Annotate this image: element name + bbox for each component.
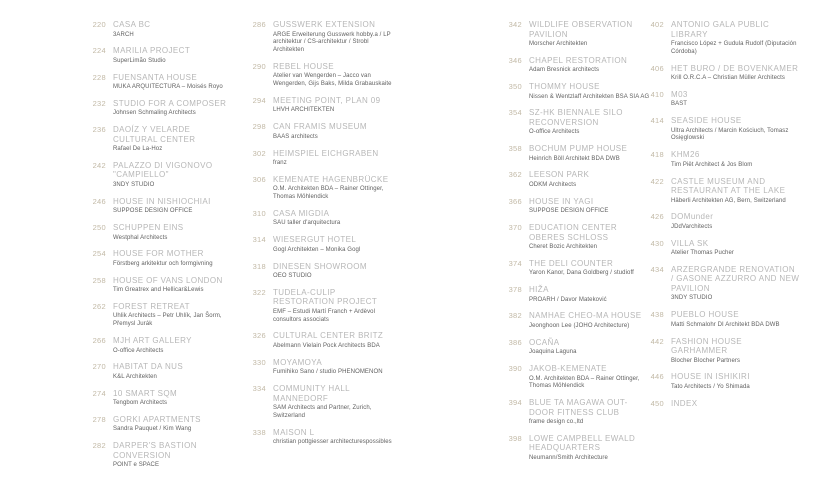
entry-text [273,428,394,447]
entry-text [529,108,652,137]
index-entry [642,265,800,303]
entry-page-number: 418 [650,150,664,160]
entry-text [529,311,652,330]
entry-page-number: 278 [92,414,106,424]
entry-text [529,20,652,49]
index-entry [500,434,652,463]
entry-page-number: 422 [650,176,664,186]
entry-credit: MUKA ARQUITECTURA – Moisés Royo [113,84,223,91]
entry-page-number: 254 [92,249,106,259]
index-entry [642,337,800,366]
entry-page-number: 286 [252,20,266,29]
entry-text [671,90,800,109]
index-entry [244,122,394,141]
index-entry [642,116,800,143]
entry-text [529,223,652,252]
entry-credit: Gogl Architekten – Monika Gogl [273,246,361,253]
index-column-4 [642,20,800,417]
entry-page-number: 430 [650,238,664,248]
entry-text [113,389,234,408]
entry-title: EDUCATION CENTER OBERES SCHLOSS [529,223,618,242]
entry-title: KEMENATE HAGENBRÜCKE [273,174,389,184]
entry-text [273,235,394,254]
entry-credit: Fumihiko Sano / studio PHENOMENON [273,369,383,376]
entry-credit: O.M. Architekten BDA – Rainer Ottinger, Thomas Möhlendick [529,375,640,390]
entry-credit: OEO STUDIO [273,273,312,280]
index-entry [84,223,234,242]
entry-page-number: 358 [508,144,522,154]
entry-credit: Yaron Kanor, Dana Goldberg / studioff [529,270,634,277]
index-entry [244,20,394,55]
entry-page-number: 302 [252,148,266,158]
index-entry [500,259,652,278]
entry-text [113,125,234,154]
entry-title: PUEBLO HOUSE [671,310,739,320]
entry-page-number: 402 [650,20,664,29]
index-entry [642,20,800,57]
entry-page-number: 310 [252,208,266,218]
index-entry [500,82,652,101]
entry-credit: franz [273,160,287,167]
entry-text [671,20,800,57]
entry-text [113,46,234,65]
entry-text [671,212,800,231]
entry-text [273,20,394,55]
entry-page-number: 330 [252,357,266,367]
entry-credit: JDdVarchitects [671,223,713,230]
entry-title: M03 [671,89,688,99]
index-entry [244,175,394,202]
entry-title: FOREST RETREAT [113,301,190,311]
entry-text [273,122,394,141]
index-entry [84,276,234,295]
entry-title: MEETING POINT, PLAN 09 [273,95,381,105]
entry-text [273,384,394,421]
index-entry [244,149,394,168]
entry-title: PALAZZO DI VIGONOVO "CAMPIELLO" [113,160,213,180]
entry-title: DARPER'S BASTION CONVERSION [113,441,197,460]
index-entry [84,249,234,268]
entry-page-number: 370 [508,223,522,233]
entry-credit: BAAS architects [273,133,318,140]
entry-credit: Adam Bresnick architects [529,67,600,74]
entry-title: HOUSE IN ISHIKIRI [671,372,750,382]
entry-title: BOCHUM PUMP HOUSE [529,144,628,154]
entry-title: THE DELI COUNTER [529,258,614,268]
entry-page-number: 394 [508,398,522,408]
entry-page-number: 382 [508,311,522,321]
entry-page-number: 262 [92,301,106,311]
entry-text [113,362,234,381]
entry-text [113,336,234,355]
entry-page-number: 406 [650,63,664,73]
entry-page-number: 246 [92,196,106,206]
entry-page-number: 232 [92,98,106,108]
entry-text [273,96,394,115]
entry-title: COMMUNITY HALL MANNEDORF [273,384,350,403]
entry-page-number: 374 [508,258,522,268]
entry-text [113,249,234,268]
entry-credit: Atelier van Wengerden – Jacco van Wengerden, Gijs Baks, Milda Grabauskaite [273,73,392,88]
entry-credit: Abelmann Vielain Pock Architects BDA [273,342,380,349]
entry-title: SCHUPPEN EINS [113,223,184,233]
entry-page-number: 228 [92,72,106,82]
entry-page-number: 322 [252,287,266,297]
index-entry [642,212,800,231]
index-entry [500,223,652,252]
index-entry [244,288,394,325]
entry-text [113,99,234,118]
index-entry [84,125,234,154]
entry-title: THOMMY HOUSE [529,82,600,92]
entry-credit: EMF – Estudi Martí Franch + Ardèvol consultors associats [273,308,376,323]
entry-credit: O.M. Architekten BDA – Rainer Ottinger, Thomas Möhlendick [273,186,384,201]
entry-text [671,64,800,83]
entry-page-number: 342 [508,20,522,29]
entry-text [671,239,800,258]
entry-title: MJH ART GALLERY [113,336,192,346]
entry-credit: Tengbom Architects [113,400,168,407]
index-entry [84,161,234,190]
entry-page-number: 410 [650,89,664,99]
index-column-2 [244,20,394,454]
entry-credit: SUPPOSE DESIGN OFFICE [529,208,609,215]
entry-page-number: 354 [508,108,522,118]
index-entry [500,311,652,330]
entry-credit: Ultra Architects / Marcin Kościuch, Tomasz Osięglowski [671,127,789,142]
entry-text [529,144,652,163]
entry-credit: ARGE Erweiterung Gusswerk hobby.a / LP architektur / CS-architektur / Strobl Architekten [273,31,391,54]
index-entry [84,73,234,92]
entry-text [273,262,394,281]
entry-page-number: 306 [252,174,266,184]
index-entry [642,239,800,258]
entry-credit: O-office Architects [529,129,580,136]
entry-page-number: 346 [508,55,522,65]
index-entry [84,336,234,355]
entry-credit: SuperLimão Studio [113,57,166,64]
entry-page-number: 426 [650,212,664,222]
entry-text [529,364,652,391]
entry-text [529,56,652,75]
entry-text [113,161,234,190]
entry-text [273,62,394,89]
index-entry [500,108,652,137]
index-entry [84,302,234,329]
entry-text [273,288,394,325]
entry-text [671,265,800,303]
entry-text [113,415,234,434]
index-entry [84,20,234,39]
entry-page-number: 314 [252,235,266,245]
entry-credit: Francisco López + Gudula Rudolf (Diputación Córdoba) [671,41,797,55]
entry-title: DAOÍZ Y VELARDE CULTURAL CENTER [113,125,196,144]
entry-credit: Tim Greatrex and Hellicar&Lewis [113,287,204,294]
entry-page-number: 338 [252,427,266,437]
index-entry [84,389,234,408]
entry-credit: Matti Schmalohr DI Architekt BDA DWB [671,321,780,328]
entry-text [113,441,234,470]
entry-credit: SUPPOSE DESIGN OFFICE [113,208,193,215]
entry-page-number: 298 [252,122,266,132]
index-entry [84,99,234,118]
entry-title: HOUSE OF VANS LONDON [113,275,223,285]
index-entry [642,177,800,206]
index-entry [244,384,394,421]
entry-page-number: 450 [650,398,664,408]
entry-title: HIŽA [529,285,549,295]
entry-page-number: 378 [508,285,522,295]
entry-page-number: 290 [252,61,266,71]
entry-text [273,331,394,350]
entry-page-number: 274 [92,388,106,398]
entry-title: OCAÑA [529,337,560,347]
entry-credit: Joaquina Laguna [529,349,577,356]
entry-page-number: 282 [92,441,106,451]
entry-credit: christian pottgiesser architecturespossibles [273,439,392,446]
entry-title: GUSSWERK EXTENSION [273,20,376,29]
entry-text [113,223,234,242]
index-entry [500,197,652,216]
entry-credit: Atelier Thomas Pucher [671,250,735,257]
entry-page-number: 220 [92,20,106,29]
entry-page-number: 258 [92,275,106,285]
entry-title: FASHION HOUSE GARHAMMER [671,336,742,356]
entry-text [273,175,394,202]
index-column-3 [500,20,652,470]
entry-title: INDEX [671,398,698,408]
entry-title: HOUSE IN NISHIOCHIAI [113,196,211,206]
entry-title: 10 SMART SQM [113,388,178,398]
entry-text [671,177,800,206]
entry-text [113,276,234,295]
index-entry [642,150,800,169]
entry-title: WIESERGUT HOTEL [273,235,357,245]
entry-text [529,259,652,278]
entry-credit: Johnsen Schmaling Architects [113,110,196,117]
entry-page-number: 386 [508,337,522,347]
entry-page-number: 270 [92,362,106,372]
entry-title: CASA MIGDIA [273,208,330,218]
index-entry [84,362,234,381]
entry-text [529,170,652,189]
index-entry [244,262,394,281]
entry-credit: K&L Architekten [113,373,157,380]
entry-title: SEASIDE HOUSE [671,116,742,126]
entry-credit: Tato Architects / Yo Shimada [671,383,750,390]
entry-title: KHM26 [671,150,700,160]
index-entry [244,235,394,254]
entry-title: BLUE TA MAGAWA OUT-DOOR FITNESS CLUB [529,398,628,417]
entry-credit: Uhlik Architects – Petr Uhlík, Jan Šorm, Přemysl Jurák [113,313,222,328]
entry-text [113,302,234,329]
entry-page-number: 334 [252,384,266,394]
entry-page-number: 318 [252,261,266,271]
entry-text [671,150,800,169]
entry-title: VILLA SK [671,238,709,248]
entry-text [529,197,652,216]
index-column-1 [84,20,234,477]
entry-text [529,398,652,427]
index-entry [500,364,652,391]
entry-title: HET BURO / DE BOVENKAMER [671,63,799,73]
entry-page-number: 242 [92,160,106,170]
index-entry [642,372,800,391]
entry-title: HABITAT DA NUS [113,362,184,372]
entry-title: MAISON L [273,427,315,437]
entry-title: NAMHAE CHEO-MA HOUSE [529,311,642,321]
entry-page-number: 294 [252,95,266,105]
entry-page-number: 438 [650,310,664,320]
entry-credit: BAST [671,101,688,108]
index-entry [244,96,394,115]
entry-credit: Nissen & Wentzlaff Architekten BSA SIA AG [529,93,650,100]
entry-text [113,73,234,92]
entry-credit: Morscher Architekten [529,41,588,47]
index-entry [500,170,652,189]
entry-text [671,310,800,329]
entry-title: HEIMSPIEL EICHGRABEN [273,148,379,158]
entry-title: ANTONIO GALA PUBLIC LIBRARY [671,20,770,39]
entry-credit: Sandra Pauquet / Kim Wang [113,426,192,433]
index-entry [84,197,234,216]
index-entry [500,338,652,357]
entry-title: JAKOB-KEMENATE [529,364,607,374]
index-entry [642,310,800,329]
entry-text [113,20,234,39]
entry-credit: Heinrich Böll Architekt BDA DWB [529,155,620,162]
entry-title: STUDIO FOR A COMPOSER [113,98,227,108]
entry-title: SZ-HK BIENNALE SILO RECONVERSION [529,108,623,127]
entry-credit: 3NDY STUDIO [113,181,155,188]
entry-credit: 3ARCH [113,31,134,38]
entry-credit: O-office Architects [113,347,164,354]
entry-text [671,372,800,391]
entry-page-number: 266 [92,336,106,346]
entry-title: DINESEN SHOWROOM [273,261,367,271]
entry-page-number: 224 [92,46,106,56]
index-entry [500,144,652,163]
entry-title: LEESON PARK [529,170,590,180]
entry-page-number: 446 [650,372,664,382]
entry-page-number: 350 [508,82,522,92]
entry-title: GORKI APARTMENTS [113,414,201,424]
entry-title: HOUSE IN YAGI [529,196,594,206]
entry-credit: Blocher Blocher Partners [671,357,741,364]
index-entry [500,285,652,304]
entry-page-number: 434 [650,264,664,274]
entry-page-number: 398 [508,433,522,443]
entry-credit: Häberli Architekten AG, Bern, Switzerland [671,197,786,204]
entry-credit: Krill O.R.C.A – Christian Müller Architects [671,75,785,82]
entry-text [671,337,800,366]
index-entry [244,62,394,89]
entry-credit: Förstberg arkitektur och formgivning [113,260,213,267]
entry-credit: PROARH / Davor Mateković [529,296,607,303]
entry-page-number: 236 [92,125,106,135]
entry-credit: Cheret Bozic Architekten [529,244,598,251]
entry-text [113,197,234,216]
index-entry [642,64,800,83]
index-entry [642,399,800,411]
index-entry [244,428,394,447]
index-entry [244,209,394,228]
entry-text [529,338,652,357]
entry-page-number: 414 [650,116,664,126]
entry-credit: SAU taller d'arquitectura [273,220,341,227]
entry-credit: Tim Piët Architect & Jos Blom [671,161,753,168]
index-entry [500,20,652,49]
entry-credit: Westphal Architects [113,234,168,241]
entry-page-number: 250 [92,223,106,233]
index-entry [642,90,800,109]
entry-title: FUENSANTA HOUSE [113,72,198,82]
entry-credit: ODKM Architects [529,181,577,188]
entry-title: CAN FRAMIS MUSEUM [273,122,367,132]
entry-title: ARZERGRANDE RENOVATION / GASONE AZZURRO AND NEW PAVILION [671,264,800,293]
entry-title: CHAPEL RESTORATION [529,55,628,65]
index-entry [500,56,652,75]
entry-text [529,82,652,101]
entry-title: LOWE CAMPBELL EWALD HEADQUARTERS [529,433,636,453]
entry-credit: Neumann/Smith Architecture [529,454,608,461]
entry-title: MARILIA PROJECT [113,46,191,56]
entry-title: HOUSE FOR MOTHER [113,249,204,259]
entry-title: DOMunder [671,212,714,222]
index-entry [244,331,394,350]
entry-credit: SAM Architects and Partner, Zurich, Switzerland [273,405,372,419]
entry-credit: Rafael De La-Hoz [113,146,163,153]
entry-text [529,434,652,463]
entry-credit: frame design co.,ltd [529,419,584,426]
index-entry [500,398,652,427]
index-entry [84,46,234,65]
entry-credit: LHVH ARCHITEKTEN [273,107,335,114]
entry-page-number: 442 [650,336,664,346]
entry-text [671,399,800,411]
entry-title: MOYAMOYA [273,357,323,367]
entry-text [529,285,652,304]
entry-title: CASTLE MUSEUM AND RESTAURANT AT THE LAKE [671,176,786,196]
entry-page-number: 366 [508,196,522,206]
entry-credit: POINT e SPACE [113,462,160,469]
entry-text [273,149,394,168]
entry-text [273,209,394,228]
entry-title: TUDELA-CULIP RESTORATION PROJECT [273,287,378,307]
entry-page-number: 326 [252,331,266,341]
entry-title: CASA BC [113,20,151,29]
entry-page-number: 390 [508,364,522,374]
entry-page-number: 362 [508,170,522,180]
entry-credit: 3NDY STUDIO [671,295,713,302]
entry-text [671,116,800,143]
index-entry [84,415,234,434]
entry-title: CULTURAL CENTER BRITZ [273,331,384,341]
entry-title: WILDLIFE OBSERVATION PAVILION [529,20,633,39]
entry-text [273,358,394,377]
index-entry [84,441,234,470]
entry-credit: Jeonghoon Lee (JOHO Architecture) [529,322,630,329]
index-entry [244,358,394,377]
entry-title: REBEL HOUSE [273,61,335,71]
